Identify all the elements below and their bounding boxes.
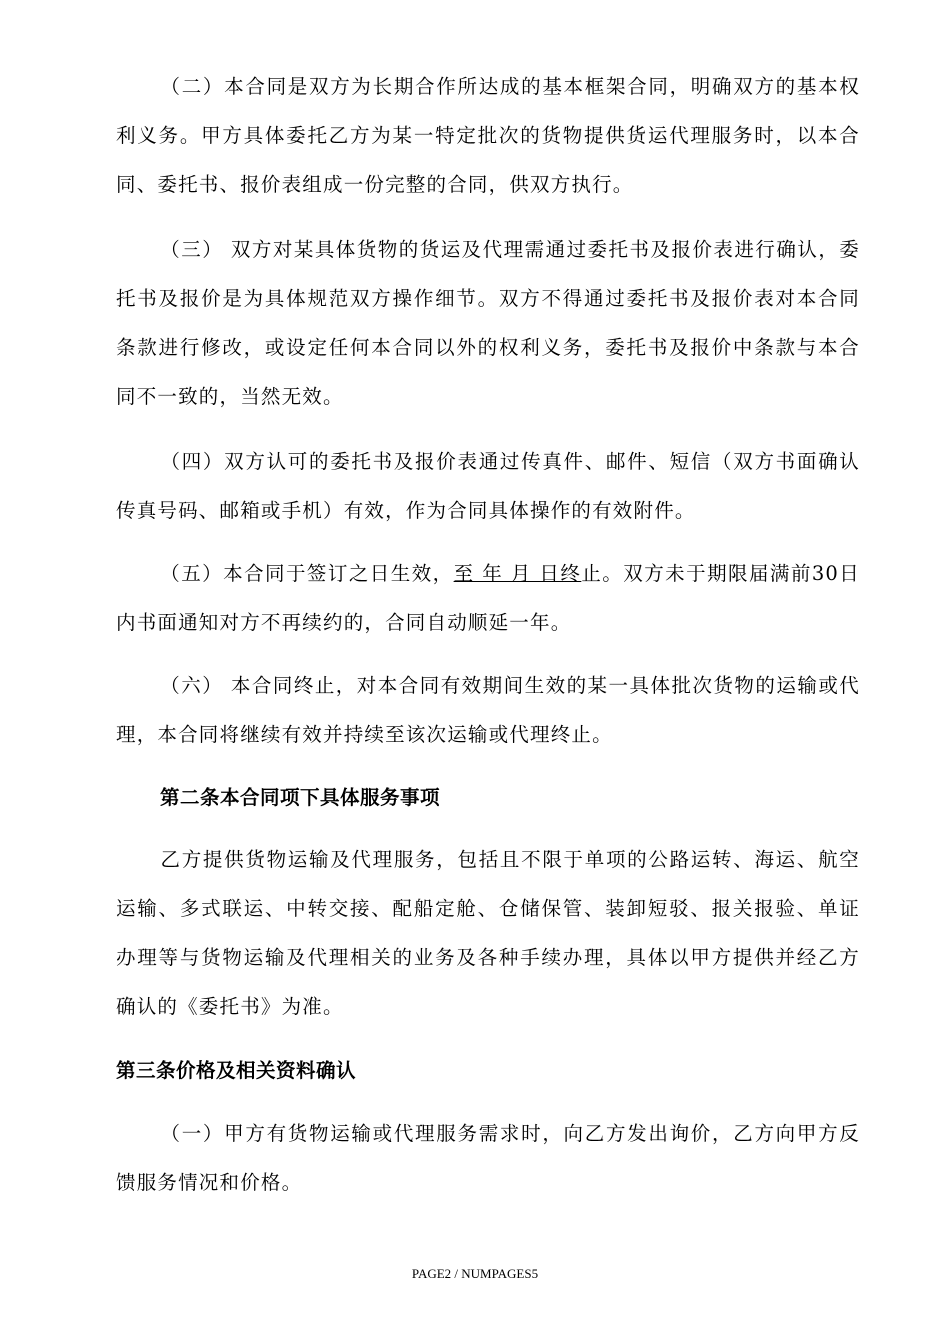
clause-4-text: （四）双方认可的委托书及报价表通过传真件、邮件、短信（双方书面确认传真号码、邮箱或手机）有效，作为合同具体操作的有效附件。 xyxy=(116,450,860,522)
article-3-heading: 第三条价格及相关资料确认 xyxy=(116,1059,357,1082)
clause-5-text-end: 止。双方未于期限届满前30日内书面通知对方不再续约的，合同自动顺延一年。 xyxy=(116,562,860,634)
page-number-footer: PAGE2 / NUMPAGES5 xyxy=(411,1266,539,1281)
paragraph-article-3-clause-1 xyxy=(116,1109,860,1207)
clause-2-text: （二）本合同是双方为长期合作所达成的基本框架合同，明确双方的基本权利义务。甲方具体委托乙方为某一特定批次的货物提供货运代理服务时，以本合同、委托书、报价表组成一份完整的合同，供双方执行。 xyxy=(116,75,860,196)
paragraph-clause-4 xyxy=(116,437,860,535)
article-2-heading: 第二条本合同项下具体服务事项 xyxy=(160,786,441,809)
article-3-clause-1-text: （一）甲方有货物运输或代理服务需求时，向乙方发出询价，乙方向甲方反馈服务情况和价格。 xyxy=(116,1122,860,1194)
clause-6-text: （六） 本合同终止，对本合同有效期间生效的某一具体批次货物的运输或代理，本合同将继续有效并持续至该次运输或代理终止。 xyxy=(116,674,860,746)
paragraph-clause-5 xyxy=(116,549,860,647)
paragraph-clause-6 xyxy=(116,661,860,759)
paragraph-clause-2 xyxy=(116,62,860,209)
paragraph-article-2-body xyxy=(116,835,860,1031)
article-2-body-text: 乙方提供货物运输及代理服务，包括且不限于单项的公路运转、海运、航空运输、多式联运、中转交接、配船定舱、仓储保管、装卸短驳、报关报验、单证办理等与货物运输及代理相关的业务及各种手续办理，具体以甲方提供并经乙方确认的《委托书》为准。 xyxy=(116,848,860,1018)
clause-5-date-blank: 至 年 月 日终 xyxy=(453,562,582,585)
paragraph-clause-3 xyxy=(116,225,860,421)
clause-3-text: （三） 双方对某具体货物的货运及代理需通过委托书及报价表进行确认，委托书及报价是为具体规范双方操作细节。双方不得通过委托书及报价表对本合同条款进行修改，或设定任何本合同以外的权利义务，委托书及报价中条款与本合同不一致的，当然无效。 xyxy=(116,238,860,408)
clause-5-text-start: （五）本合同于签订之日生效， xyxy=(160,562,454,585)
